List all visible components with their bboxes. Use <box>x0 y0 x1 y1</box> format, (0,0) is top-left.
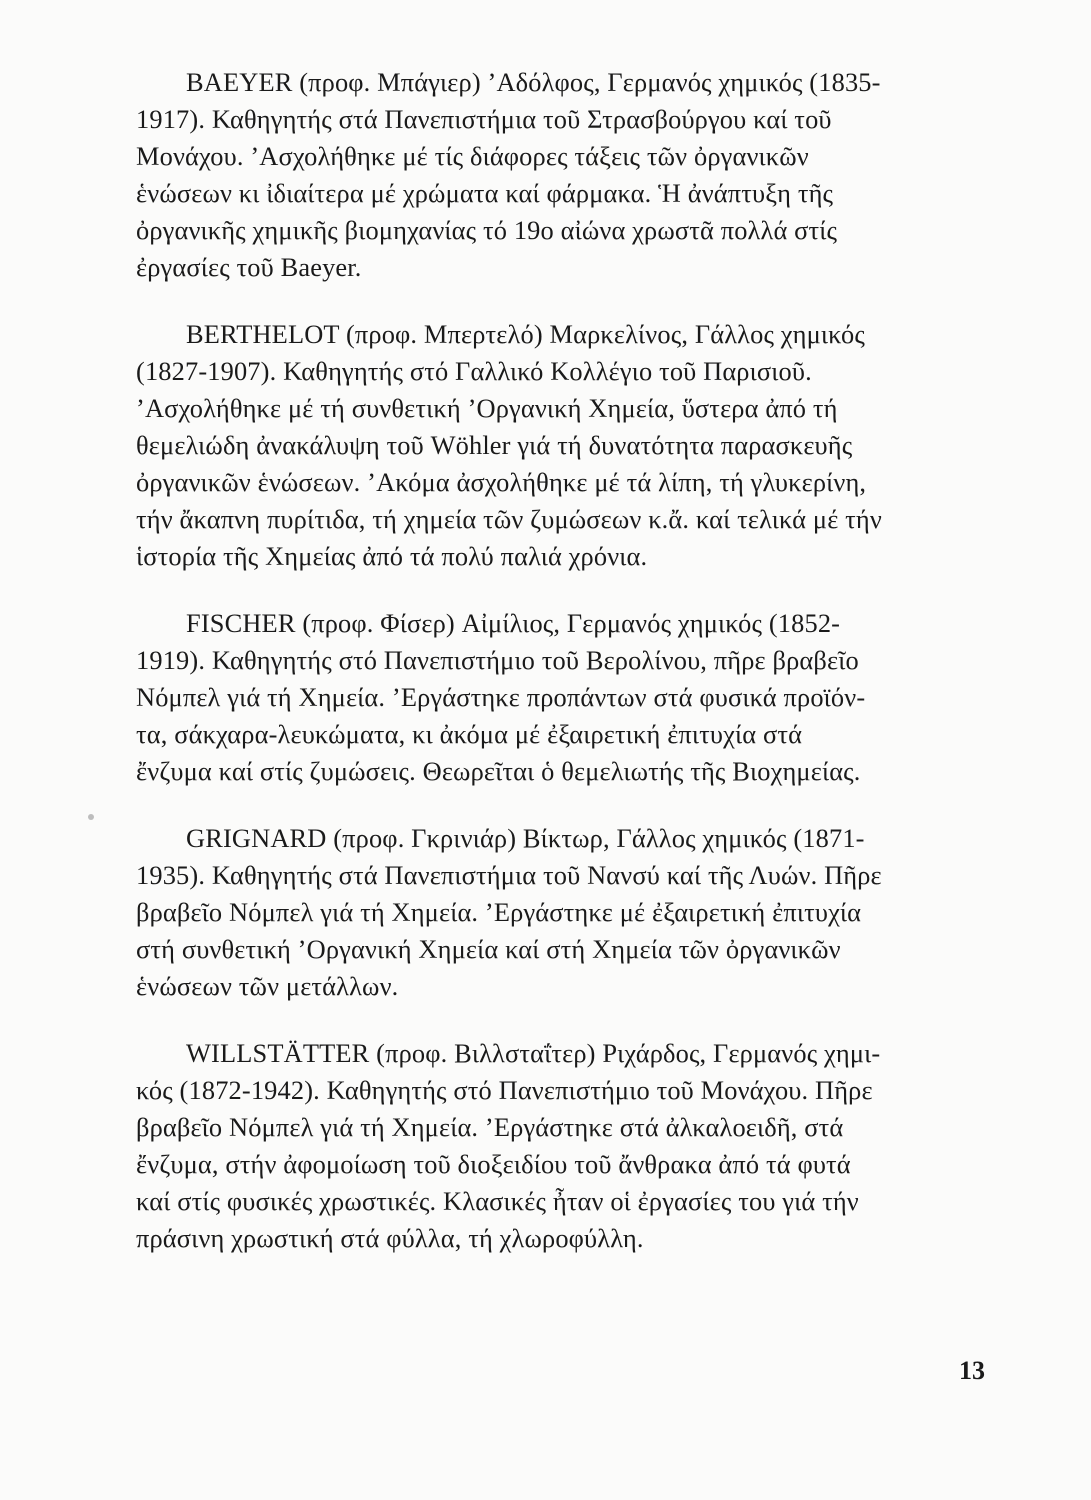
page-number: 13 <box>959 1356 985 1385</box>
text-line: ὀργανικῶν ἑνώσεων. ’Ακόμα ἀσχολήθηκε μέ τά λίπη, τή γλυκερίνη, <box>136 467 867 497</box>
text-line: βραβεῖο Νόμπελ γιά τή Χημεία. ’Εργάστηκε μέ ἐξαιρετική ἐπιτυχία <box>136 897 862 927</box>
text-line: ἔνζυμα, στήν ἀφομοίωση τοῦ διοξειδίου τοῦ ἄνθρακα ἀπό τά φυτά <box>136 1149 851 1179</box>
entry-grignard <box>136 820 982 1005</box>
text-line: καί στίς φυσικές χρωστικές. Κλασικές ἦταν οἱ ἐργασίες του γιά τήν <box>136 1186 859 1216</box>
text-line: τα, σάκχαρα-λευκώματα, κι ἀκόμα μέ ἐξαιρετική ἐπιτυχία στά <box>136 719 803 749</box>
text-line: Μονάχου. ’Ασχολήθηκε μέ τίς διάφορες τάξεις τῶν ὀργανικῶν <box>136 141 809 171</box>
text-line: 1919). Καθηγητής στό Πανεπιστήμιο τοῦ Βερολίνου, πῆρε βραβεῖο <box>136 645 859 675</box>
text-line: κός (1872-1942). Καθηγητής στό Πανεπιστήμιο τοῦ Μονάχου. Πῆρε <box>136 1075 873 1105</box>
glossary-text <box>136 64 982 1287</box>
text-line: FISCHER (προφ. Φίσερ) Αἰμίλιος, Γερμανός χημικός (1852- <box>186 608 841 638</box>
text-line: ἑνώσεων κι ἰδιαίτερα μέ χρώματα καί φάρμακα. Ἡ ἀνάπτυξη τῆς <box>136 178 834 208</box>
text-line: τήν ἄκαπνη πυρίτιδα, τή χημεία τῶν ζυμώσεων κ.ἄ. καί τελικά μέ τήν <box>136 504 882 534</box>
text-line: βραβεῖο Νόμπελ γιά τή Χημεία. ’Εργάστηκε στά ἀλκαλοειδῆ, στά <box>136 1112 844 1142</box>
text-line: GRIGNARD (προφ. Γκρινιάρ) Βίκτωρ, Γάλλος χημικός (1871- <box>186 823 865 853</box>
entry-willstatter <box>136 1035 982 1257</box>
text-line: θεμελιώδη ἀνακάλυψη τοῦ Wöhler γιά τή δυνατότητα παρασκευῆς <box>136 430 853 460</box>
text-line: στή συνθετική ’Οργανική Χημεία καί στή Χημεία τῶν ὀργανικῶν <box>136 934 841 964</box>
text-line: ’Ασχολήθηκε μέ τή συνθετική ’Οργανική Χημεία, ὕστερα ἀπό τή <box>136 393 838 423</box>
entry-berthelot <box>136 316 982 575</box>
text-line: BAEYER (προφ. Μπάγιερ) ’Αδόλφος, Γερμανός χημικός (1835- <box>186 67 881 97</box>
text-line: ἱστορία τῆς Χημείας ἀπό τά πολύ παλιά χρόνια. <box>136 541 648 571</box>
page-speck <box>88 814 94 820</box>
text-line: πράσινη χρωστική στά φύλλα, τή χλωροφύλλη. <box>136 1223 644 1253</box>
text-line: ὀργανικῆς χημικῆς βιομηχανίας τό 19ο αἰώνα χρωστᾶ πολλά στίς <box>136 215 838 245</box>
text-line: (1827-1907). Καθηγητής στό Γαλλικό Κολλέγιο τοῦ Παρισιοῦ. <box>136 356 812 386</box>
text-line: BERTHELOT (προφ. Μπερτελό) Μαρκελίνος, Γάλλος χημικός <box>186 319 865 349</box>
text-line: Νόμπελ γιά τή Χημεία. ’Εργάστηκε προπάντων στά φυσικά προϊόν- <box>136 682 866 712</box>
text-line: ἑνώσεων τῶν μετάλλων. <box>136 971 399 1001</box>
text-line: 1935). Καθηγητής στά Πανεπιστήμια τοῦ Νανσύ καί τῆς Λυών. Πῆρε <box>136 860 882 890</box>
entry-fischer <box>136 605 982 790</box>
text-line: 1917). Καθηγητής στά Πανεπιστήμια τοῦ Στρασβούργου καί τοῦ <box>136 104 832 134</box>
text-line: ἔνζυμα καί στίς ζυμώσεις. Θεωρεῖται ὁ θεμελιωτής τῆς Βιοχημείας. <box>136 756 861 786</box>
text-line: WILLSTÄTTER (προφ. Βιλλσταΐτερ) Ριχάρδος, Γερμανός χημι- <box>186 1038 881 1068</box>
text-line: ἐργασίες τοῦ Baeyer. <box>136 252 362 282</box>
entry-baeyer <box>136 64 982 286</box>
